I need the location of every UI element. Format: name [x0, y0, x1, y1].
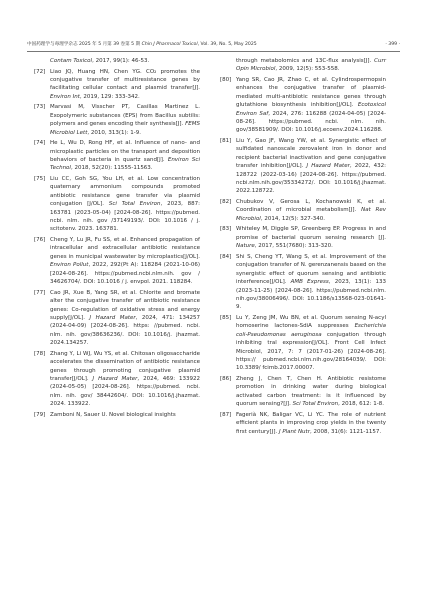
reference-entry [220, 198, 386, 223]
reference-details: , 2024, 471: 134257 (2024-04-09) [2024-08-26]. https: //pubmed. ncbi. nlm. nih. gov/38636236/. DOI: 10.1016/j. jhazmat. 2024.134257. [50, 314, 200, 347]
reference-title: et al. Chlorite and bromate alter the conjugative transfer of antibiotic resistance genes: Co-regulation of oxidative stress and energy supply[J/OL]. [50, 289, 200, 321]
reference-text [50, 57, 200, 65]
reference-entry [34, 139, 200, 173]
reference-authors: Whiteley M, Diggle SP, [236, 226, 302, 233]
reference-title: et al. Enhanced propagation of intracellular and extracellular antibiotic resistance genes in municipal wastewater by microplastics[J/OL]. [50, 237, 200, 260]
reference-authors: Chubukov V, Gerosa L, [236, 199, 316, 206]
reference-number: [ 75 ] [34, 175, 45, 183]
reference-title: et al. Synergistic effect of sulfidated nanoscale zerovalent iron in donor and recipient bacterial inactivation and gene conjugative transfer inhibition[J/OL]. [236, 138, 387, 170]
reference-entry [34, 68, 200, 102]
reference-number: [ 81 ] [220, 137, 231, 145]
reference-text [50, 289, 200, 348]
reference-entry [220, 225, 386, 250]
reference-details: , 2009, 12(5): 553-558. [275, 66, 340, 73]
reference-journal: Nature [236, 243, 255, 250]
reference-text [236, 137, 386, 196]
reference-authors: Liu CC, Goh SG, You LH, [50, 176, 129, 183]
reference-text [236, 57, 386, 74]
reference-authors: Cao JR, Xue B, Yang SR, [50, 289, 122, 296]
reference-details: , 2014, 12(5): 327-340. [260, 215, 325, 222]
reference-authors: Zamboni N, [50, 411, 84, 418]
reference-entry [220, 411, 386, 436]
reference-number: [ 72 ] [34, 68, 45, 76]
reference-details: , 2024, 469: 133922 (2024-05-05) [2024-08-26]. https://pubmed. ncbi. nlm. nih. gov/ 38442604/. DOI: 10.1016/j.jhazmat. 2024. 133922. [50, 375, 200, 408]
reference-title: et al. Quorum sensing N-acyl homoserine lactones-SdiA suppresses [236, 314, 386, 330]
reference-title: Kochanowski K, et al. Coordination of microbial metabolism[J]. [236, 199, 386, 214]
reference-journal: J Plant Nutr [278, 428, 310, 435]
reference-number: [ 73 ] [34, 103, 45, 111]
reference-journal: Sci Total Environ [108, 201, 161, 208]
reference-entry [220, 76, 386, 135]
reference-number: [ 78 ] [34, 350, 45, 358]
reference-entry [220, 137, 386, 196]
reference-number: [ 87 ] [220, 411, 231, 419]
reference-authors: Liu Y, Gao JF, Wang YW, [236, 138, 311, 145]
reference-journal: Environ Sci Technol [50, 157, 200, 172]
reference-entry [34, 350, 200, 409]
reference-title: et al. Cylindrospermopsin enhances the conjugative transfer of plasmid-mediated multi-antibiotic resistance genes through glutathione biosynthesis inhibition[J/OL]. [236, 77, 386, 109]
reference-authors: Shi S, Cheng YT, Wang S, [236, 253, 313, 260]
reference-journal: Environ Pollut [50, 262, 89, 269]
reference-text [50, 175, 200, 234]
reference-text [236, 253, 386, 312]
reference-number: [ 80 ] [220, 76, 231, 84]
reference-entry [34, 57, 200, 65]
reference-journal: Escherichia coli-Pseudomonas aeruginosa [236, 323, 386, 338]
reference-title: Chen H. Antibiotic resistome promotion in drinking water during biological activated carbon treatment: is it influenced by quorum sensing?[J]. [236, 375, 386, 408]
reference-text [50, 103, 200, 137]
reference-journal: J Hazard Mater [92, 375, 138, 382]
reference-journal: AMB Express [290, 279, 329, 286]
reference-text [236, 375, 386, 409]
reference-title: et al. Low concentration quaternary ammonium compounds promoted antibiotic resistance gene transfer via plasmid conjugation [J/OL]. [50, 176, 200, 208]
reference-text [50, 68, 200, 102]
reference-title: et al. Influence of nano- and microplastic particles on the transport and deposition behaviors of bacteria in quartz sand[J]. [50, 140, 200, 164]
right-column [220, 57, 386, 438]
reference-number: [ 82 ] [220, 198, 231, 206]
reference-title: Li YC. The role of nutrient efficient plants in improving crop yields in the twenty first century[J]. [236, 411, 387, 435]
reference-text [236, 314, 386, 373]
reference-title: Casillas Martinez L. Exopolymeric substances (EPS) from Bacillus subtilis: polymers and genes encoding their synthesis[J]. [50, 104, 200, 128]
reference-authors: Yang SR, Cao JR, Zhao C, [236, 77, 314, 83]
reference-number: [ 74 ] [34, 139, 45, 147]
reference-details: , 2023, 13(1): 133 (2023-11-25) [2024-08-26]. https://pubmed.ncbi.nlm. nih.gov/38006496/. DOI: 10.1186/s13568-023-01641-9. [236, 279, 386, 311]
reference-details: , 2019, 129: 333-342. [79, 93, 140, 100]
reference-entry [220, 375, 386, 409]
reference-entry [34, 411, 200, 419]
reference-details: conjugation through inhibiting tral expression[J/OL]. Front Cell Infect Microbiol, 2017, 7: 7 (2017-01-26) [2024-08-26]. https:// pubmed.ncbi.nlm.nih.gov/28164039/. DOI: 10.3389/ fcimb.2017.00007. [236, 331, 386, 372]
reference-details: , 2018, 612: 1-8. [338, 401, 384, 408]
reference-journal: J Hazard Mater [306, 163, 350, 170]
reference-title: et al. Chitosan oligosaccharide accelerates the dissemination of antibiotic resistance genes through promoting conjugative plasmid transfer[J/OL]. [50, 350, 200, 382]
reference-details: , 2023, 887: 163781 (2023-05-04) [2024-08-26]. https://pubmed. ncbi. nlm. nih. gov /37149193/. DOI: 10.1016 / j. scitotenv. 2023. 163781. [50, 201, 200, 233]
reference-journal: J Hazard Mater [89, 314, 136, 321]
reference-entry [34, 289, 200, 348]
reference-number: [ 76 ] [34, 236, 45, 244]
reference-text [50, 411, 200, 419]
reference-journal: Ecotoxicol Environ Saf [236, 102, 386, 117]
journal-name-en: Chin J Pharmacol Toxicol [141, 42, 198, 47]
journal-citation [27, 40, 257, 50]
reference-entry [220, 314, 386, 373]
reference-entry [220, 253, 386, 312]
reference-details: , 2018, 52(20): 11555-11563. [70, 165, 153, 172]
reference-number: [ 77 ] [34, 289, 45, 297]
reference-entry [34, 236, 200, 286]
reference-authors: Zheng J, Chen T, [236, 375, 298, 382]
reference-details: , 2010, 313(1): 1-9. [87, 129, 141, 136]
reference-authors: Zhang Y, Li WJ, Wu YS, [50, 350, 115, 357]
journal-issue: , Vol. 39, No. 5, May 2025 [197, 42, 257, 47]
reference-details: , 2017, 99(1): 46-53. [92, 58, 150, 64]
running-header [27, 40, 400, 50]
reference-authors: Lu Y, Zeng JM, Wu BN, [236, 314, 304, 321]
reference-authors: Fagerià NK, Baligar VC, [236, 411, 308, 418]
reference-entry [34, 175, 200, 234]
reference-authors: He L, Wu D, Rong HF, [50, 140, 117, 147]
reference-text [50, 350, 200, 409]
reference-text [236, 411, 386, 436]
reference-title: Greenberg EP. Progress in and promise of bacterial quorum sensing research [J]. [236, 226, 386, 241]
reference-details: , 2008, 31(6): 1121-1157. [309, 428, 382, 435]
reference-text [50, 236, 200, 286]
reference-journal: Sci Total Environ [292, 401, 339, 408]
reference-authors: Cheng Y, Lu JR, Fu SS, [50, 237, 114, 244]
reference-text [236, 225, 386, 250]
reference-title: through metabolomics and 13C-flux analysis[J]. [236, 58, 375, 64]
header-rule [27, 51, 400, 52]
reference-details: , 2017, 551(7680): 313-320. [254, 243, 333, 250]
reference-entry [34, 103, 200, 137]
reference-journal: Nat Rev Microbiol [236, 207, 386, 222]
reference-text [236, 198, 386, 223]
reference-number: [ 85 ] [220, 314, 231, 322]
reference-journal: Contam Toxicol [50, 58, 93, 64]
reference-text [236, 76, 386, 135]
page-number: · 399 · [385, 42, 400, 47]
reference-number: [ 86 ] [220, 375, 231, 383]
reference-title: et al. Improvement of the conjugation transfer of N. gerenzanensis based on the synergistic effect of quorum sensing and antibiotic interference[J/OL]. [236, 253, 387, 286]
reference-number: [ 79 ] [34, 411, 45, 419]
reference-text [50, 139, 200, 173]
reference-journal: FEMS Microbiol Lett [50, 121, 200, 136]
reference-title: CO₂ promotes the conjugative transfer of multiresistance genes by facilitating cellular contact and plasmid transfer[J]. [50, 68, 200, 92]
reference-number: [ 83 ] [220, 225, 231, 233]
reference-entry [220, 57, 386, 74]
journal-name-cn: 中国药理学与毒理学杂志 2025 年 5 月第 39 卷第 5 期 [27, 42, 141, 47]
reference-authors: Liao JQ, Huang HN, Chen YG. [50, 68, 146, 75]
reference-details: , 2024, 276: 116288 (2024-04-05) [2024-08-26]. https://pubmed. ncbi. nlm. nih. gov/38581909/. DOI: 10.1016/j.ecoenv.2024.116288. [236, 110, 387, 134]
reference-details: , 2022, 432: 128722 (2022-03-16) [2024-08-26]. https://pubmed. ncbi.nlm.nih.gov/35334272/. DOI: 10.1016/j.jhazmat. 2022.128722. [236, 163, 386, 195]
reference-number: [ 84 ] [220, 253, 231, 261]
reference-journal: Environ Int [50, 93, 80, 100]
left-column [34, 57, 200, 421]
reference-details: , 2022, 292(Pt A): 118284 (2021-10-06) [2024-08-26]. https://pubmed.ncbi.nlm.nih. gov / 34626704/. DOI: 10.1016 / j. envpol. 2021. 118284. [50, 262, 201, 286]
reference-journal: Curr Opin Microbiol [236, 58, 386, 73]
reference-authors: Marvasi M, Visscher PT, [50, 104, 137, 111]
reference-title: Sauer U. Novel biological insights [83, 411, 176, 418]
